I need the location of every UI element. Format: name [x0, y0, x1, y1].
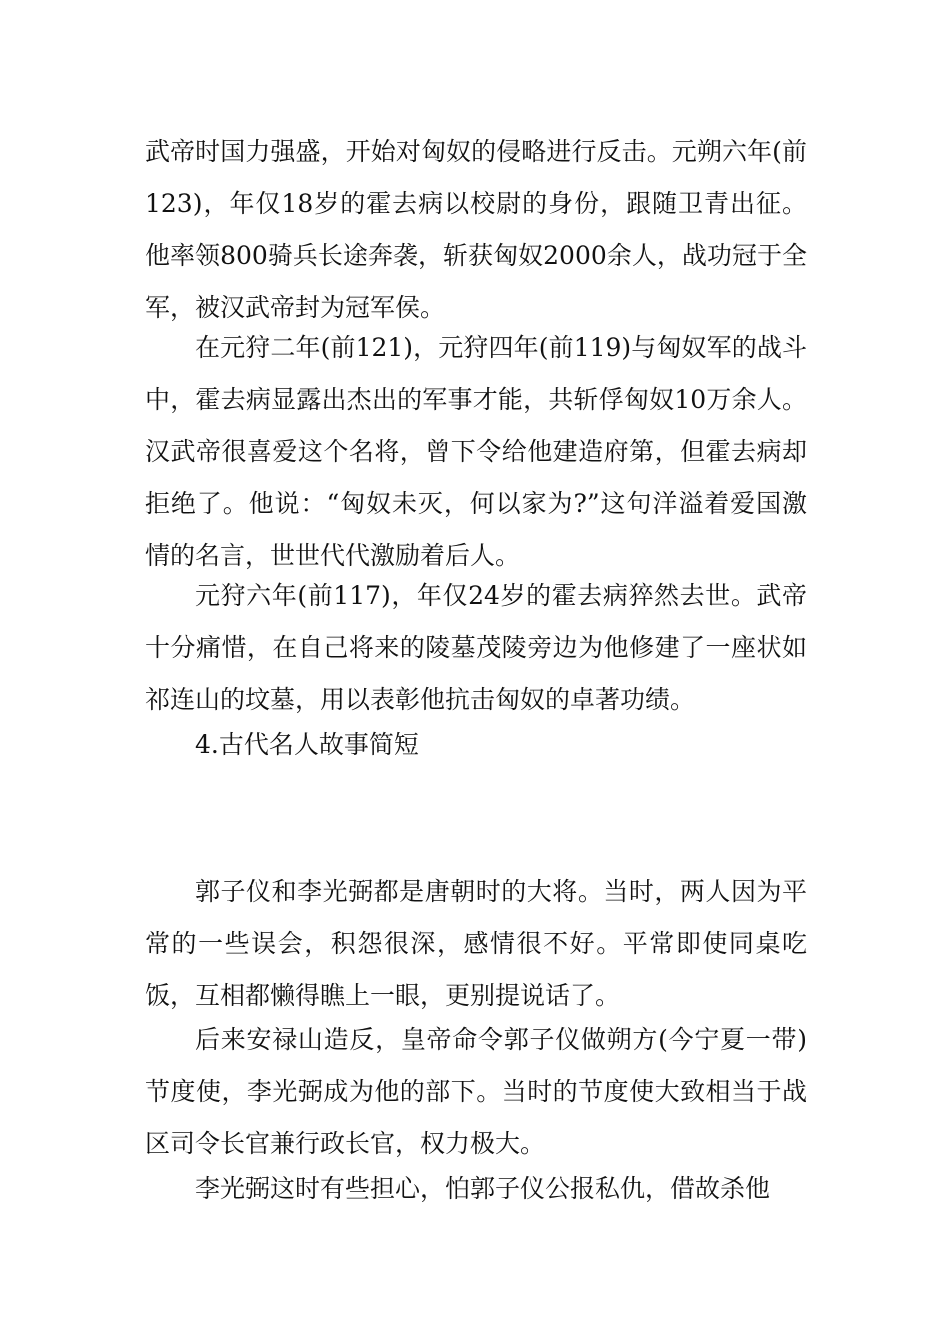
paragraph-huo-qubing-victories: 在元狩二年(前121)，元狩四年(前119)与匈奴军的战斗中，霍去病显露出杰出的军事才能，共斩俘匈奴10万余人。汉武帝很喜爱这个名将，曾下令给他建造府第，但霍去病却拒绝了。他说：“匈奴未灭，何以家为?”这句洋溢着爱国激情的名言，世世代代激励着后人。	[145, 333, 807, 570]
paragraph-an-lushan-rebellion: 后来安禄山造反，皇帝命令郭子仪做朔方(今宁夏一带)节度使，李光弼成为他的部下。当时的节度使大致相当于战区司令长官兼行政长官，权力极大。	[145, 1025, 807, 1158]
section-heading: 4.古代名人故事简短	[195, 730, 419, 759]
paragraph-guo-ziyi-li-guangbi: 郭子仪和李光弼都是唐朝时的大将。当时，两人因为平常的一些误会，积怨很深，感情很不好。平常即使同桌吃饭，互相都懒得瞧上一眼，更别提说话了。	[145, 877, 807, 1010]
paragraph-li-guangbi-worry: 李光弼这时有些担心，怕郭子仪公报私仇，借故杀他	[195, 1174, 771, 1203]
paragraph-huo-qubing-campaign: 武帝时国力强盛，开始对匈奴的侵略进行反击。元朔六年(前123)，年仅18岁的霍去病以校尉的身份，跟随卫青出征。他率领800骑兵长途奔袭，斩获匈奴2000余人，战功冠于全军，被汉武帝封为冠军侯。	[145, 137, 807, 322]
paragraph-huo-qubing-death: 元狩六年(前117)，年仅24岁的霍去病猝然去世。武帝十分痛惜，在自己将来的陵墓茂陵旁边为他修建了一座状如祁连山的坟墓，用以表彰他抗击匈奴的卓著功绩。	[145, 581, 807, 714]
